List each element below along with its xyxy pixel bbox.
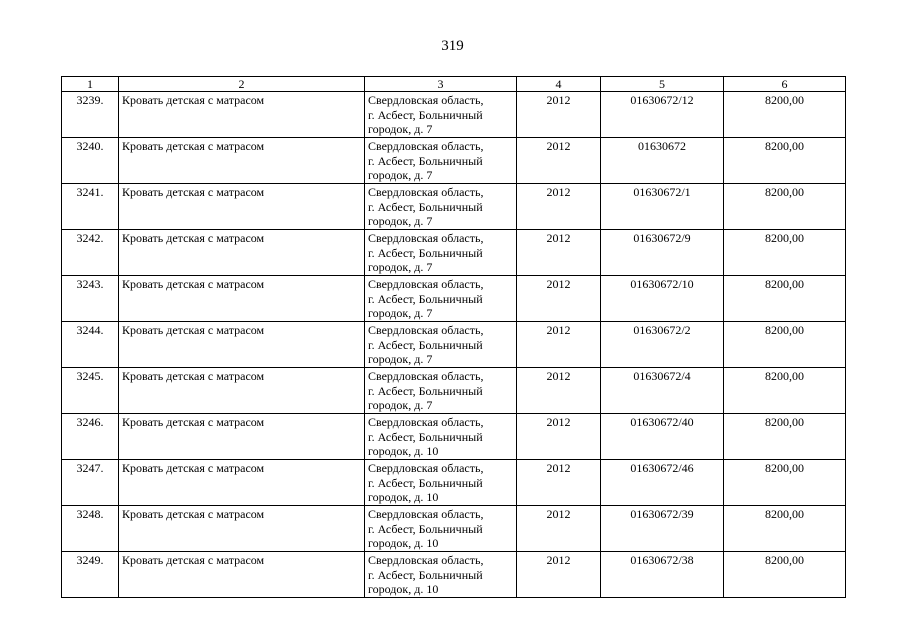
address-line: Свердловская область,	[368, 185, 484, 199]
address-line: Свердловская область,	[368, 231, 484, 245]
table-row	[62, 184, 846, 230]
table-row	[62, 230, 846, 276]
address-cell	[365, 184, 517, 230]
table-row	[62, 414, 846, 460]
row-number-cell: 3240.	[62, 138, 119, 184]
item-name-cell: Кровать детская с матрасом	[119, 414, 365, 460]
price-cell: 8200,00	[724, 92, 846, 138]
address-cell	[365, 414, 517, 460]
year-cell: 2012	[517, 552, 601, 598]
inventory-number-cell: 01630672/4	[601, 368, 724, 414]
address-cell	[365, 138, 517, 184]
price-cell: 8200,00	[724, 506, 846, 552]
price-cell: 8200,00	[724, 414, 846, 460]
table-row	[62, 460, 846, 506]
address-cell	[365, 276, 517, 322]
row-number-cell: 3246.	[62, 414, 119, 460]
address-line: городок, д. 7	[368, 260, 433, 274]
address-line: городок, д. 10	[368, 490, 439, 504]
address-line: городок, д. 10	[368, 444, 439, 458]
table-header	[62, 77, 846, 92]
table-row	[62, 552, 846, 598]
inventory-number-cell: 01630672/12	[601, 92, 724, 138]
page-number: 319	[441, 38, 464, 54]
column-header: 4	[517, 77, 601, 92]
item-name-cell: Кровать детская с матрасом	[119, 92, 365, 138]
address-cell	[365, 552, 517, 598]
address-cell	[365, 506, 517, 552]
address-line: Свердловская область,	[368, 323, 484, 337]
year-cell: 2012	[517, 184, 601, 230]
price-cell: 8200,00	[724, 552, 846, 598]
address-cell	[365, 460, 517, 506]
address-line: г. Асбест, Больничный	[368, 475, 483, 490]
item-name-cell: Кровать детская с матрасом	[119, 322, 365, 368]
address-line: Свердловская область,	[368, 93, 484, 107]
inventory-number-cell: 01630672/1	[601, 184, 724, 230]
address-line: г. Асбест, Больничный	[368, 107, 483, 122]
item-name-cell: Кровать детская с матрасом	[119, 230, 365, 276]
header-row	[62, 77, 846, 92]
year-cell: 2012	[517, 92, 601, 138]
table-row	[62, 92, 846, 138]
address-line: г. Асбест, Больничный	[368, 521, 483, 536]
address-line: Свердловская область,	[368, 369, 484, 383]
year-cell: 2012	[517, 230, 601, 276]
row-number-cell: 3247.	[62, 460, 119, 506]
price-cell: 8200,00	[724, 184, 846, 230]
table-body	[62, 92, 846, 598]
address-line: городок, д. 7	[368, 168, 433, 182]
address-line: Свердловская область,	[368, 277, 484, 291]
address-line: г. Асбест, Больничный	[368, 383, 483, 398]
inventory-number-cell: 01630672/40	[601, 414, 724, 460]
inventory-number-cell: 01630672/10	[601, 276, 724, 322]
year-cell: 2012	[517, 506, 601, 552]
address-line: г. Асбест, Больничный	[368, 245, 483, 260]
row-number-cell: 3243.	[62, 276, 119, 322]
column-header: 6	[724, 77, 846, 92]
address-line: городок, д. 7	[368, 306, 433, 320]
address-line: г. Асбест, Больничный	[368, 337, 483, 352]
row-number-cell: 3241.	[62, 184, 119, 230]
address-line: городок, д. 7	[368, 398, 433, 412]
year-cell: 2012	[517, 276, 601, 322]
address-cell	[365, 368, 517, 414]
price-cell: 8200,00	[724, 322, 846, 368]
price-cell: 8200,00	[724, 276, 846, 322]
address-line: г. Асбест, Больничный	[368, 153, 483, 168]
address-line: г. Асбест, Больничный	[368, 567, 483, 582]
column-header: 5	[601, 77, 724, 92]
address-line: Свердловская область,	[368, 507, 484, 521]
inventory-number-cell: 01630672/46	[601, 460, 724, 506]
year-cell: 2012	[517, 414, 601, 460]
row-number-cell: 3242.	[62, 230, 119, 276]
item-name-cell: Кровать детская с матрасом	[119, 276, 365, 322]
address-line: городок, д. 7	[368, 214, 433, 228]
item-name-cell: Кровать детская с матрасом	[119, 460, 365, 506]
inventory-number-cell: 01630672	[601, 138, 724, 184]
address-line: городок, д. 7	[368, 122, 433, 136]
address-line: Свердловская область,	[368, 139, 484, 153]
row-number-cell: 3245.	[62, 368, 119, 414]
address-line: г. Асбест, Больничный	[368, 199, 483, 214]
price-cell: 8200,00	[724, 460, 846, 506]
inventory-number-cell: 01630672/9	[601, 230, 724, 276]
table-row	[62, 138, 846, 184]
table-row	[62, 506, 846, 552]
row-number-cell: 3239.	[62, 92, 119, 138]
inventory-number-cell: 01630672/2	[601, 322, 724, 368]
inventory-number-cell: 01630672/38	[601, 552, 724, 598]
address-cell	[365, 322, 517, 368]
row-number-cell: 3249.	[62, 552, 119, 598]
inventory-table	[61, 76, 846, 598]
item-name-cell: Кровать детская с матрасом	[119, 138, 365, 184]
address-line: городок, д. 7	[368, 352, 433, 366]
inventory-number-cell: 01630672/39	[601, 506, 724, 552]
column-header: 3	[365, 77, 517, 92]
item-name-cell: Кровать детская с матрасом	[119, 506, 365, 552]
table-row	[62, 276, 846, 322]
address-line: городок, д. 10	[368, 536, 439, 550]
address-line: городок, д. 10	[368, 582, 439, 596]
item-name-cell: Кровать детская с матрасом	[119, 184, 365, 230]
year-cell: 2012	[517, 368, 601, 414]
year-cell: 2012	[517, 138, 601, 184]
item-name-cell: Кровать детская с матрасом	[119, 368, 365, 414]
address-cell	[365, 230, 517, 276]
column-header: 1	[62, 77, 119, 92]
address-line: Свердловская область,	[368, 461, 484, 475]
table-row	[62, 322, 846, 368]
address-line: г. Асбест, Больничный	[368, 429, 483, 444]
year-cell: 2012	[517, 460, 601, 506]
price-cell: 8200,00	[724, 368, 846, 414]
price-cell: 8200,00	[724, 138, 846, 184]
price-cell: 8200,00	[724, 230, 846, 276]
item-name-cell: Кровать детская с матрасом	[119, 552, 365, 598]
year-cell: 2012	[517, 322, 601, 368]
row-number-cell: 3248.	[62, 506, 119, 552]
address-line: г. Асбест, Больничный	[368, 291, 483, 306]
address-line: Свердловская область,	[368, 553, 484, 567]
address-line: Свердловская область,	[368, 415, 484, 429]
table-row	[62, 368, 846, 414]
row-number-cell: 3244.	[62, 322, 119, 368]
column-header: 2	[119, 77, 365, 92]
address-cell	[365, 92, 517, 138]
